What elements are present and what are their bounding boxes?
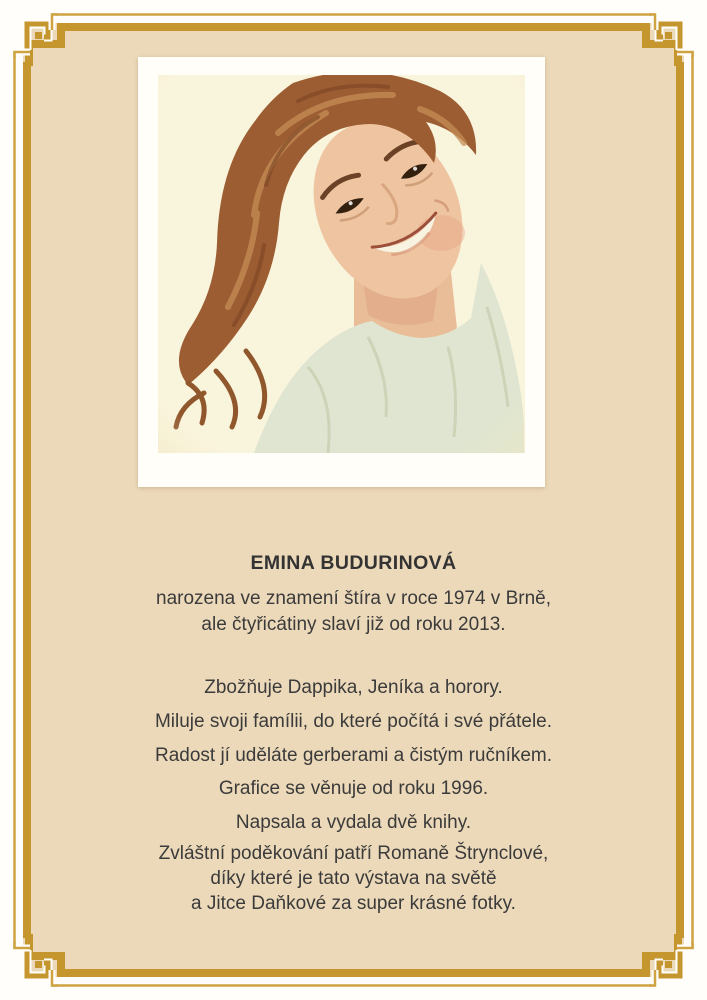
polaroid-photo <box>138 57 545 487</box>
fact-line-gifts: Radost jí uděláte gerberami a čistým ručníkem. <box>154 745 553 766</box>
birth-info-line-1: narozena ve znamení štíra v roce 1974 v Brně, <box>156 588 551 609</box>
fact-line-books: Napsala a vydala dvě knihy. <box>235 812 472 833</box>
fact-line-family: Miluje svoji famílii, do které počítá i své přátele. <box>154 711 553 732</box>
portrait-illustration <box>158 75 525 453</box>
birth-info-line-2: ale čtyřicátiny slaví již od roku 2013. <box>201 614 506 635</box>
acknowledgements <box>33 841 674 916</box>
person-name: EMINA BUDURINOVÁ <box>250 552 457 574</box>
fact-line-graphics: Grafice se věnuje od roku 1996. <box>218 778 489 799</box>
acknowledgements-line-1: Zvláštní poděkování patří Romaně Štrynclové, <box>158 843 549 864</box>
birth-info <box>33 586 674 638</box>
acknowledgements-line-3: a Jitce Daňkové za super krásné fotky. <box>191 893 516 914</box>
fact-line-loves: Zbožňuje Dappika, Jeníka a horory. <box>204 677 503 698</box>
acknowledgements-line-2: díky které je tato výstava na světě <box>210 868 497 889</box>
